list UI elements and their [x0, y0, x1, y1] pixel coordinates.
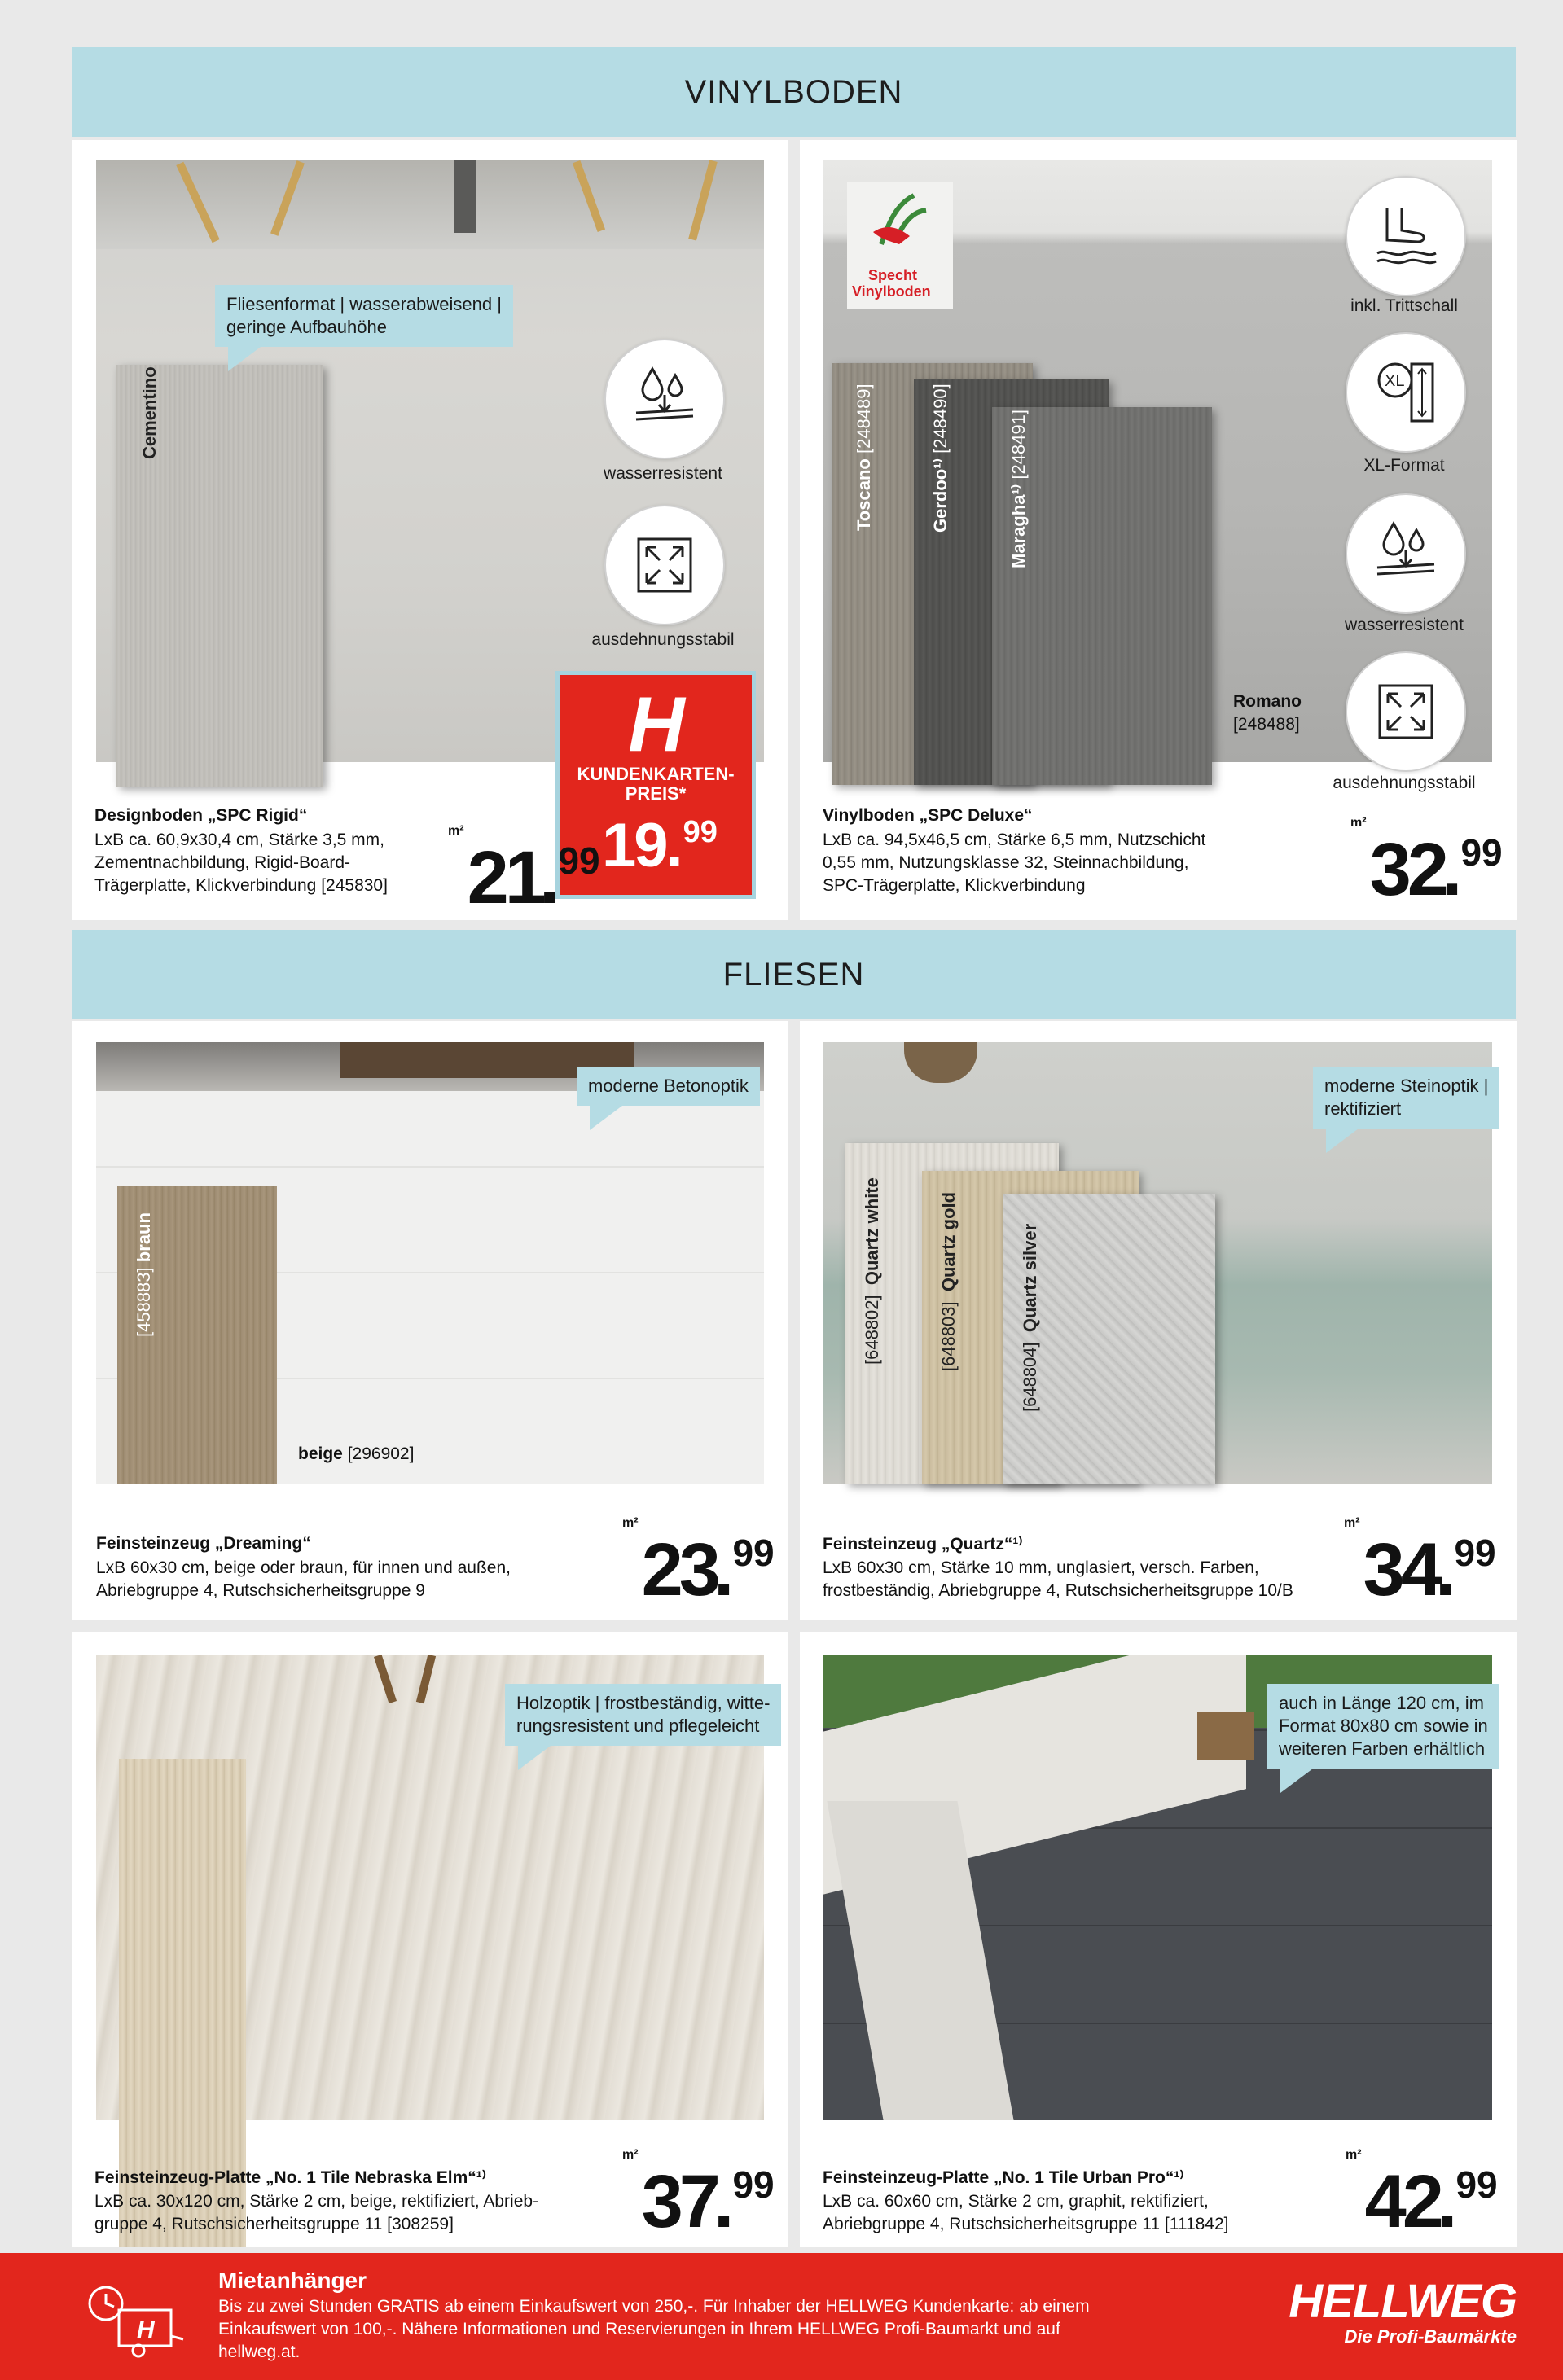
feature-bubble: Holzoptik | frostbeständig, witte- rungsresistent und pflegeleicht — [505, 1684, 781, 1746]
brand-line2: Vinylboden — [852, 283, 931, 300]
product-card-dreaming — [72, 1021, 788, 1620]
product-description: LxB ca. 60,9x30,4 cm, Stärke 3,5 mm, Zementnachbildung, Rigid-Board- Trägerplatte, Klickverbindung [245830] — [94, 831, 388, 895]
product-description: LxB 60x30 cm, beige oder braun, für innen und außen, Abriebgruppe 4, Rutschsicherheitsgruppe 9 — [96, 1558, 511, 1600]
foot-sound-icon — [1346, 176, 1466, 296]
sample-code: [648802] — [862, 1295, 882, 1365]
product-description: LxB ca. 30x120 cm, Stärke 2 cm, beige, rektifiziert, Abrieb- gruppe 4, Rutschsicherheitsgruppe 11 [308259] — [94, 2192, 539, 2233]
product-price: m² 34 . 99 — [1344, 1516, 1496, 1611]
hellweg-h-logo: H — [628, 681, 685, 768]
product-price: m² 21 . 99 — [448, 824, 600, 919]
hellweg-logo: HELLWEG Die Profi-Baumärkte — [1232, 2277, 1517, 2347]
product-price: m² 42 . 99 — [1346, 2148, 1498, 2243]
sample-label: Cementino — [139, 366, 160, 459]
product-card-urban-pro — [800, 1632, 1517, 2247]
icon-label-wasserresistent: wasserresistent — [604, 464, 722, 483]
water-drop-icon — [604, 339, 725, 459]
product-description: LxB ca. 94,5x46,5 cm, Stärke 6,5 mm, Nutzschicht 0,55 mm, Nutzungsklasse 32, Steinnachbildung, SPC-Trägerplatte, Klickverbindung — [823, 831, 1206, 895]
svg-text:H: H — [137, 2316, 155, 2343]
trailer-clock-icon — [81, 2279, 187, 2360]
sample-tile-braun — [117, 1186, 277, 1484]
sample-label: braun — [134, 1212, 154, 1263]
feature-bubble: moderne Betonoptik — [577, 1067, 760, 1106]
sample-tile-maragha — [992, 407, 1212, 785]
sample-code: [248490] — [930, 384, 951, 454]
icon-label-trittschall: inkl. Trittschall — [1350, 296, 1458, 315]
icon-label-ausdehnungsstabil: ausdehnungsstabil — [1333, 774, 1476, 792]
product-title: Feinsteinzeug „Quartz“¹⁾ — [823, 1535, 1023, 1554]
feature-bubble: moderne Steinoptik | rektifiziert — [1313, 1067, 1499, 1129]
footer-text: Bis zu zwei Stunden GRATIS ab einem Einkaufswert von 250,-. Für Inhaber der HELLWEG Kundenkarte: ab einem Einkaufswert von 100,-. Nähere Informationen und Reservierungen in Ihrem HELLWEG Profi-Baumarkt und auf hellweg.at. — [218, 2297, 1090, 2361]
product-price: m² 32 . 99 — [1350, 816, 1503, 911]
svg-text:XL: XL — [1385, 372, 1405, 390]
water-drop-icon — [1346, 493, 1466, 614]
sample-label: Maragha¹⁾ — [1008, 484, 1029, 568]
product-card-quartz — [800, 1021, 1517, 1620]
product-card-spc-rigid — [72, 140, 788, 920]
bubble-line: Fliesenformat | wasserabweisend | — [226, 294, 502, 314]
icon-label-xl: XL-Format — [1363, 456, 1445, 475]
brand-line1: Specht — [868, 267, 918, 283]
product-card-nebraska-elm — [72, 1632, 788, 2247]
footer-title: Mietanhänger — [218, 2268, 367, 2293]
sample-label: Toscano — [854, 458, 874, 531]
product-description: LxB 60x30 cm, Stärke 10 mm, unglasiert, versch. Farben, frostbeständig, Abriebgruppe 4, Rutschsicherheitsgruppe 10/B — [823, 1558, 1293, 1600]
footer-rental-trailer — [0, 2253, 1563, 2380]
section-header-fliesen — [72, 930, 1516, 1019]
expand-arrows-icon — [604, 505, 725, 625]
product-title: Feinsteinzeug „Dreaming“ — [96, 1534, 311, 1553]
product-title: Feinsteinzeug-Platte „No. 1 Tile Urban Pro“¹⁾ — [823, 2168, 1184, 2187]
sample-code: [458883] — [134, 1267, 154, 1337]
badge-title: KUNDENKARTEN- PREIS* — [577, 764, 735, 804]
xl-format-icon — [1346, 332, 1466, 453]
feature-bubble: auch in Länge 120 cm, im Format 80x80 cm sowie in weiteren Farben erhältlich — [1267, 1684, 1499, 1769]
sample-label: Quartz gold — [938, 1191, 959, 1292]
product-title: Feinsteinzeug-Platte „No. 1 Tile Nebraska Elm“¹⁾ — [94, 2168, 486, 2187]
product-price: m² 23 . 99 — [622, 1516, 775, 1611]
sample-tile-cementino — [116, 365, 323, 787]
section-title: FLIESEN — [722, 956, 865, 993]
product-description: LxB ca. 60x60 cm, Stärke 2 cm, graphit, rektifiziert, Abriebgruppe 4, Rutschsicherheitsgruppe 11 [111842] — [823, 2192, 1229, 2233]
sample-label: Quartz white — [862, 1177, 882, 1286]
sample-label: Quartz silver — [1020, 1223, 1040, 1333]
beige-label: beige [296902] — [298, 1444, 415, 1463]
sample-code: [648803] — [938, 1301, 959, 1371]
feature-bubble — [215, 285, 513, 347]
romano-label: Romano [248488] — [1233, 692, 1302, 734]
product-title: Designboden „SPC Rigid“ — [94, 806, 308, 825]
product-title: Vinylboden „SPC Deluxe“ — [823, 806, 1033, 825]
sample-code: [248489] — [854, 384, 874, 454]
section-title: VINYLBODEN — [684, 73, 903, 110]
icon-label-wasserresistent: wasserresistent — [1345, 616, 1464, 634]
sample-tile-quartz-silver — [1003, 1194, 1215, 1484]
badge-price: 19 . 99 — [602, 811, 718, 880]
product-price: m² 37 . 99 — [622, 2148, 775, 2243]
sample-code: [248491] — [1008, 410, 1029, 480]
specht-brand-logo — [847, 182, 953, 309]
expand-arrows-icon — [1346, 651, 1466, 772]
product-card-spc-deluxe — [800, 140, 1517, 920]
hellweg-slogan: Die Profi-Baumärkte — [1344, 2326, 1517, 2347]
sample-label: Gerdoo¹⁾ — [930, 458, 951, 533]
icon-label-ausdehnungsstabil: ausdehnungsstabil — [591, 630, 735, 649]
bubble-line: geringe Aufbauhöhe — [226, 317, 387, 337]
sample-code: [648804] — [1020, 1342, 1040, 1412]
section-header-vinyl — [72, 47, 1516, 137]
